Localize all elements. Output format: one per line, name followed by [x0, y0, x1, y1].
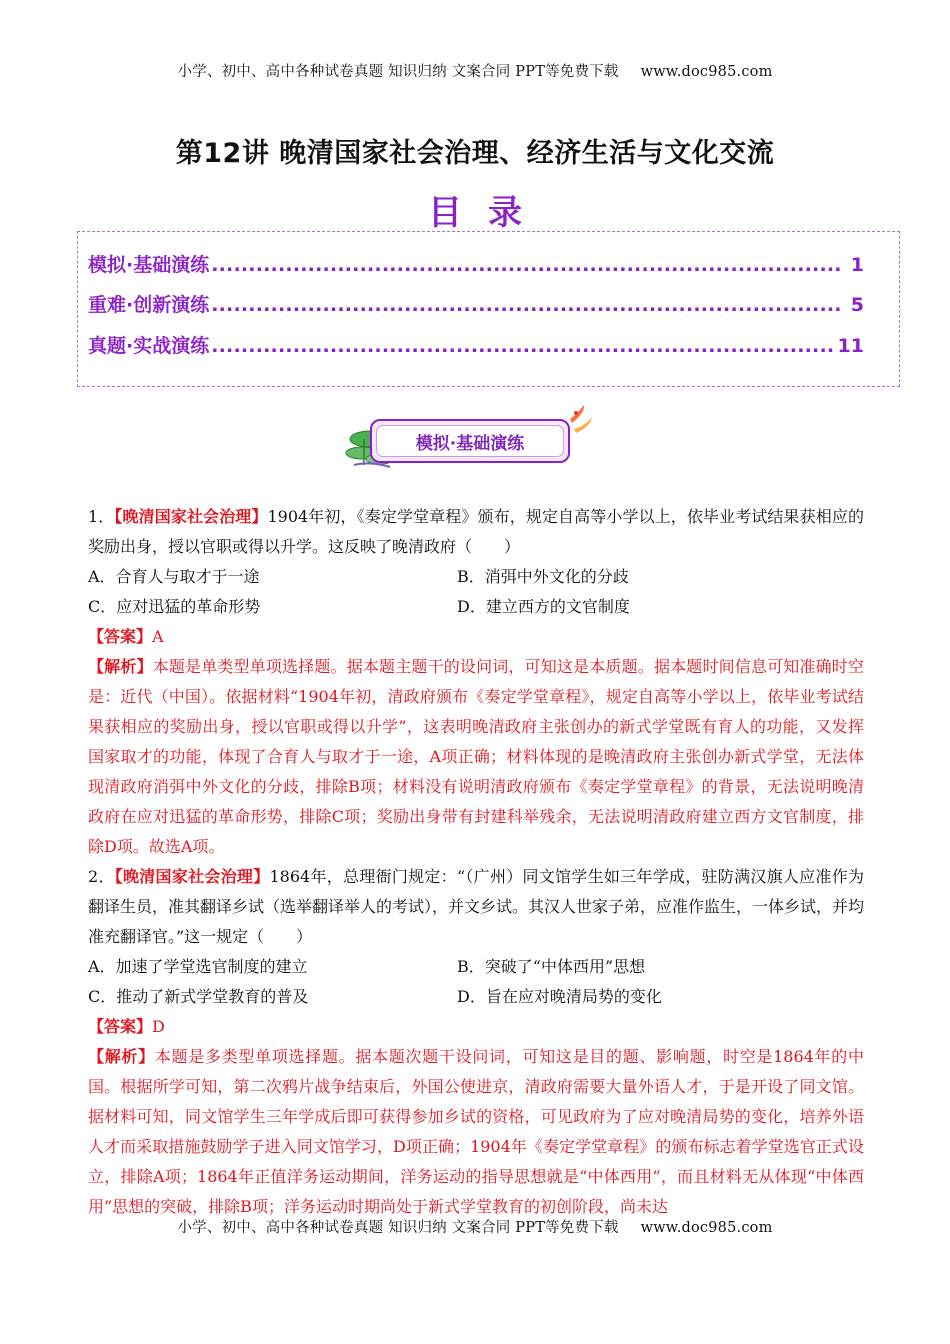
toc-item-real-exam[interactable] [88, 331, 864, 358]
answer-value: A [152, 627, 164, 646]
header-text: 小学、初中、高中各种试卷真题 知识归纳 文案合同 PPT等免费下载 [177, 64, 619, 80]
toc-heading-char-1: 目 [428, 193, 462, 233]
toc-leader-dots [211, 254, 842, 276]
toc-item-page: 5 [850, 294, 864, 316]
toc-item-page: 1 [850, 254, 864, 276]
document-title: 第12讲 晚清国家社会治理、经济生活与文化交流 [175, 138, 775, 169]
question-text: 1864年，总理衙门规定：“（广州）同文馆学生如三年学成，驻防满汉旗人应准作为翻译生员，准其翻译乡试（选举翻译举人的考试），并文乡试。其汉人世家子弟，应准作监生，一体乡试，并均准充翻译官。”这一规定（ ） [88, 867, 865, 946]
header-url[interactable]: www.doc985.com [640, 64, 773, 80]
toc-leader-dots [211, 294, 842, 316]
table-of-contents [77, 231, 900, 387]
question-topic-tag: 【晚清国家社会治理】 [114, 867, 270, 886]
questions-section [88, 502, 864, 1222]
question-2-answer [88, 1012, 864, 1042]
analysis-text: 本题是多类型单项选择题。据本题次题干设问词，可知这是目的题、影响题，时空是1864年的中国。根据所学可知，第二次鸦片战争结束后，外国公使进京，清政府需要大量外语人才，于是开设了同文馆。据材料可知，同文馆学生三年学成后即可获得参加乡试的资格，可见政府为了应对晚清局势的变化，培养外语人才而采取措施鼓励学子进入同文馆学习，D项正确；1904年《奏定学堂章程》的颁布标志着学堂选官正式设立，排除A项；1864年正值洋务运动期间，洋务运动的指导思想就是“中体西用”，而且材料无从体现“中体西用”思想的突破，排除B项；洋务运动时期尚处于新式学堂教育的初创阶段，尚未达 [88, 1047, 864, 1216]
toc-leader-dots [211, 335, 835, 357]
option-b[interactable]: B．突破了“中体西用”思想 [457, 957, 646, 976]
question-topic-tag: 【晚清国家社会治理】 [114, 507, 268, 526]
option-c[interactable]: C．推动了新式学堂教育的普及 [88, 987, 309, 1006]
toc-item-page: 11 [837, 335, 864, 357]
banner-label: 模拟·基础演练 [376, 425, 564, 457]
option-d[interactable]: D．旨在应对晚清局势的变化 [457, 987, 662, 1006]
analysis-label: 【解析】 [88, 657, 153, 676]
toc-item-basic[interactable] [88, 250, 864, 277]
banner-plaque [370, 419, 570, 463]
question-1-stem [88, 502, 864, 562]
analysis-text: 本题是单类型单项选择题。据本题主题干的设问词，可知这是本质题。据本题时间信息可知准确时空是：近代（中国）。依据材料“1904年初，清政府颁布《奏定学堂章程》，规定自高等小学以上，依毕业考试结果获相应的奖励出身，授以官职或得以升学”，这表明晚清政府主张创办的新式学堂既有育人的功能，又发挥国家取才的功能，体现了合育人与取才于一途，A项正确；材料体现的是晚清政府主张创办新式学堂，无法体现清政府消弭中外文化的分歧，排除B项；材料没有说明清政府颁布《奏定学堂章程》的背景，无法说明晚清政府在应对迅猛的革命形势，排除C项；奖励出身带有封建科举残余，无法说明清政府建立西方文官制度，排除D项。故选A项。 [88, 657, 864, 856]
question-1-analysis [88, 652, 864, 862]
footer-text: 小学、初中、高中各种试卷真题 知识归纳 文案合同 PPT等免费下载 [177, 1220, 619, 1236]
toc-item-innovation[interactable] [88, 290, 864, 317]
question-1-options [88, 562, 864, 622]
toc-heading-char-2: 录 [488, 193, 522, 233]
question-number: 1． [88, 507, 115, 526]
toc-item-label: 真题·实战演练 [88, 335, 210, 357]
option-b[interactable]: B．消弭中外文化的分歧 [457, 567, 629, 586]
question-2-analysis [88, 1042, 864, 1222]
site-header [0, 60, 950, 81]
answer-label: 【答案】 [88, 1017, 153, 1036]
section-banner [340, 403, 598, 473]
option-a[interactable]: A．加速了学堂选官制度的建立 [88, 957, 308, 976]
footer-url[interactable]: www.doc985.com [640, 1220, 773, 1236]
toc-heading [0, 185, 950, 234]
toc-item-label: 模拟·基础演练 [88, 254, 210, 276]
question-text: 1904年初，《奏定学堂章程》颁布，规定自高等小学以上，依毕业考试结果获相应的奖励出身，授以官职或得以升学。这反映了晚清政府（ ） [88, 507, 864, 556]
question-1-answer [88, 622, 864, 652]
question-2-options [88, 952, 864, 1012]
answer-label: 【答案】 [88, 627, 153, 646]
question-2-stem [88, 862, 864, 952]
analysis-label: 【解析】 [88, 1047, 155, 1066]
option-a[interactable]: A．合育人与取才于一途 [88, 567, 260, 586]
toc-item-label: 重难·创新演练 [88, 294, 210, 316]
option-d[interactable]: D．建立西方的文官制度 [457, 597, 630, 616]
answer-value: D [152, 1017, 165, 1036]
site-footer [0, 1216, 950, 1237]
option-c[interactable]: C．应对迅猛的革命形势 [88, 597, 261, 616]
question-number: 2． [88, 867, 115, 886]
